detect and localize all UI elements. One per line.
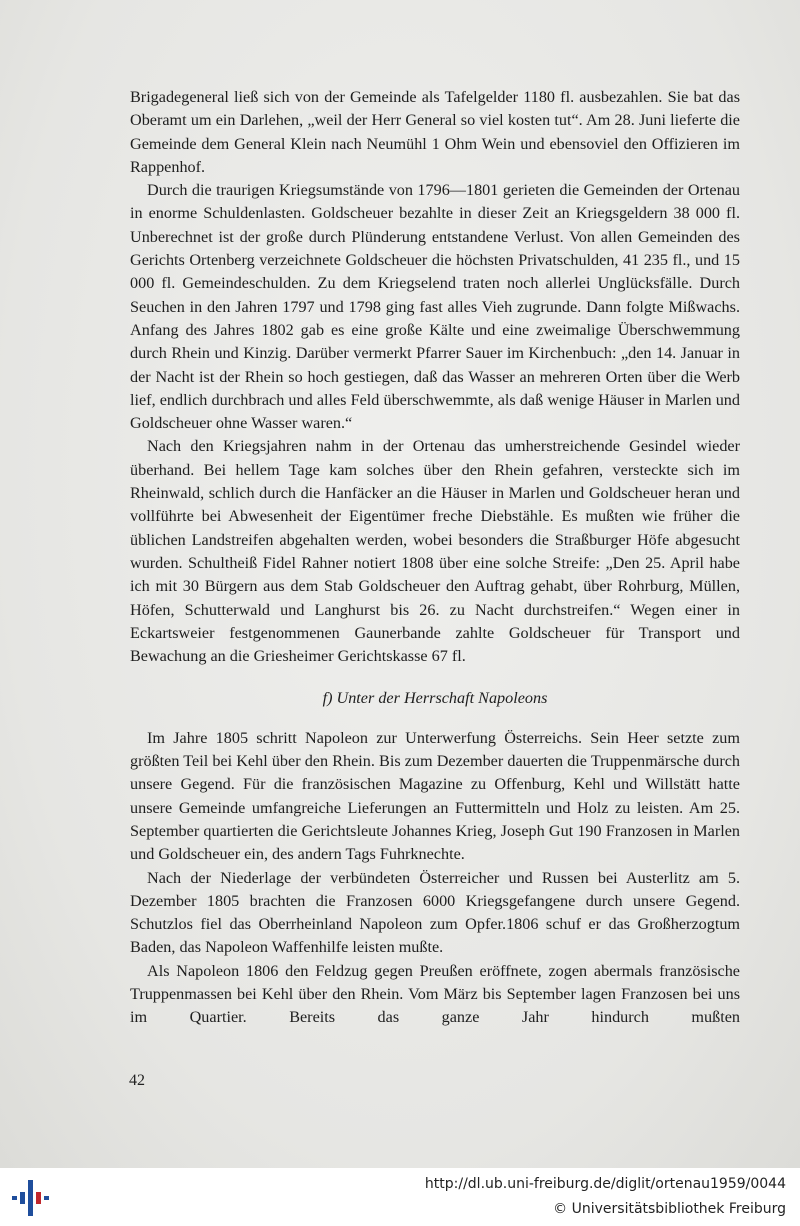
source-url-link[interactable]: http://dl.ub.uni-freiburg.de/diglit/ortenau1959/0044	[424, 1176, 786, 1192]
paragraph: Durch die traurigen Kriegsumstände von 1796—1801 gerieten die Gemeinden der Ortenau in enorme Schuldenlasten. Goldscheuer bezahlte in dieser Zeit an Kriegsgeldern 38 000 fl. Unberechnet ist der große durch Plünderung entstandene Verlust. Von allen Gemeinden des Gerichts Ortenberg verzeichnete Goldscheuer die höchsten Privatschulden, 41 235 fl., und 15 000 fl. Gemeindeschulden. Zu dem Kriegselend traten noch allerlei Unglücksfälle. Durch Seuchen in den Jahren 1797 und 1798 ging fast alles Vieh zugrunde. Dann folgte Mißwachs. Anfang des Jahres 1802 gab es eine große Kälte und eine zweimalige Überschwemmung durch Rhein und Kinzig. Darüber vermerkt Pfarrer Sauer im Kirchenbuch: „den 14. Januar in der Nacht ist der Rhein so hoch gestiegen, daß das Wasser an mehreren Orten über die Werb lief, endlich durchbrach und alles Feld überschwemmte, als daß wenige Häuser in Marlen und Goldscheuer ohne Wasser waren.“	[130, 181, 740, 433]
paragraph: Nach der Niederlage der verbündeten Österreicher und Russen bei Austerlitz am 5. Dezember 1805 brachten die Franzosen 6000 Kriegsgefangene durch unsere Gegend. Schutzlos fiel das Oberrheinland Napoleon zum Opfer.1806 schuf er das Großherzogtum Baden, das Napoleon Waffenhilfe leisten mußte.	[130, 868, 740, 957]
body-text	[130, 86, 740, 1030]
paragraph: Im Jahre 1805 schritt Napoleon zur Unterwerfung Österreichs. Sein Heer setzte zum größten Teil bei Kehl über den Rhein. Bis zum Dezember dauerten die Truppenmärsche durch unsere Gegend. Für die französischen Magazine zu Offenburg, Kehl und Willstätt hatte unsere Gemeinde umfangreiche Lieferungen an Futtermitteln und Holz zu leisten. Am 25. September quartierten die Gerichtsleute Johannes Krieg, Joseph Gut 190 Franzosen in Marlen und Goldscheuer ein, des andern Tags Fuhrknechte.	[130, 728, 740, 864]
paragraph: Brigadegeneral ließ sich von der Gemeinde als Tafelgelder 1180 fl. ausbezahlen. Sie bat das Oberamt um ein Darlehen, „weil der Herr General so viel kosten tut“. Am 28. Juni lieferte die Gemeinde dem General Klein nach Neumühl 1 Ohm Wein und ebensoviel den Offizieren im Rappenhof.	[130, 88, 740, 176]
library-logo-icon	[12, 1178, 52, 1218]
copyright-text: © Universitätsbibliothek Freiburg	[553, 1201, 786, 1217]
page-number: 42	[129, 1072, 145, 1089]
section-heading: f) Unter der Herrschaft Napoleons	[322, 689, 548, 708]
footer-bar	[0, 1168, 800, 1226]
paragraph: Nach den Kriegsjahren nahm in der Ortenau das umherstreichende Gesindel wieder überhand. Bei hellem Tage kam solches über den Rhein gefahren, versteckte sich im Rheinwald, schlich durch die Hanfäcker an die Häuser in Marlen und Goldscheuer heran und vollführte bei Abwesenheit der Eigentümer freche Diebstähle. Es mußten wie früher die üblichen Landstreifen abgehalten werden, wobei besonders die Straßburger Höfe abgesucht wurden. Schultheiß Fidel Rahner notiert 1808 über eine solche Streife: „Den 25. April habe ich mit 30 Bürgern aus dem Stab Goldscheuer den Auftrag gehabt, über Rohrburg, Müllen, Höfen, Schutterwald und Langhurst bis 26. zu Nacht durchstreifen.“ Wegen einer in Eckartsweier festgenommenen Gaunerbande zahlte Goldscheuer für Transport und Bewachung an die Griesheimer Gerichtskasse 67 fl.	[130, 437, 740, 666]
paragraph: Als Napoleon 1806 den Feldzug gegen Preußen eröffnete, zogen abermals französische Truppenmassen bei Kehl über den Rhein. Vom März bis September lagen Franzosen bei uns im Quartier. Bereits das ganze Jahr hindurch mußten	[130, 961, 740, 1027]
